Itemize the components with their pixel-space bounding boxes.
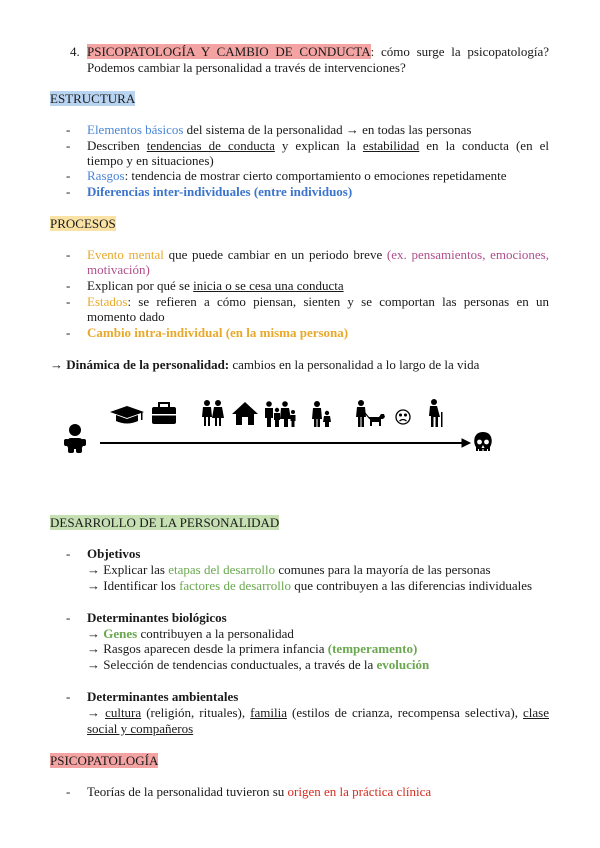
biologicos-line-2: → Rasgos aparecen desde la primera infancia (temperamento) — [87, 641, 418, 656]
biologicos-line-1: → Genes contribuyen a la personalidad — [87, 626, 294, 641]
desarrollo-heading: DESARROLLO DE LA PERSONALIDAD — [50, 515, 280, 530]
estructura-heading: ESTRUCTURA — [50, 91, 136, 106]
family-icon — [265, 401, 296, 427]
section-number: 4. — [70, 44, 80, 59]
briefcase-icon — [152, 403, 176, 424]
bullet: - — [66, 325, 71, 340]
bullet: - — [66, 168, 71, 183]
sad-face-icon — [396, 410, 410, 424]
psicopatologia-item-1: Teorías de la personalidad tuvieron su origen en la práctica clínica — [87, 784, 432, 799]
procesos-item-1-cont: motivación) — [87, 262, 150, 277]
elderly-person-icon — [429, 399, 443, 427]
lifeline-graphic — [55, 395, 505, 485]
objetivos-title: Objetivos — [87, 546, 141, 561]
bullet: - — [66, 138, 71, 153]
estructura-item-2-cont: tiempo y en situaciones) — [87, 153, 214, 168]
bullet: - — [66, 184, 71, 199]
procesos-item-3: Estados: se refieren a cómo piensan, sienten y se comportan las personas en un — [87, 294, 549, 309]
bullet: - — [66, 546, 71, 561]
timeline-arrow — [100, 439, 470, 447]
psicopatologia-heading: PSICOPATOLOGÍA — [50, 753, 159, 768]
parent-child-icon — [312, 401, 331, 427]
biologicos-title: Determinantes biológicos — [87, 610, 227, 625]
estructura-item-3: Rasgos: tendencia de mostrar cierto comportamiento o emociones repetidamente — [87, 168, 507, 183]
procesos-item-1: Evento mental que puede cambiar en un periodo breve (ex. pensamientos, emociones, — [87, 247, 549, 262]
bullet: - — [66, 689, 71, 704]
bullet: - — [66, 294, 71, 309]
procesos-item-3-cont: momento dado — [87, 309, 165, 324]
procesos-item-2: Explican por qué se inicia o se cesa una conducta — [87, 278, 344, 293]
procesos-heading: PROCESOS — [50, 216, 116, 231]
bullet: - — [66, 610, 71, 625]
header-line-1 — [87, 44, 549, 60]
header-title: PSICOPATOLOGÍA Y CAMBIO DE CONDUCTA — [87, 44, 371, 59]
estructura-item-2: Describen tendencias de conducta y explican la estabilidad en la conducta (en el — [87, 138, 549, 153]
dinamica-line: → Dinámica de la personalidad: cambios en la personalidad a lo largo de la vida — [50, 357, 480, 372]
estructura-item-1: Elementos básicos del sistema de la personalidad → en todas las personas — [87, 122, 472, 137]
bullet: - — [66, 278, 71, 293]
procesos-item-4: Cambio intra-individual (en la misma persona) — [87, 325, 349, 340]
estructura-item-4: Diferencias inter-individuales (entre individuos) — [87, 184, 353, 199]
header-line-2: Podemos cambiar la personalidad a través de intervenciones? — [87, 60, 406, 75]
couple-icon — [202, 400, 224, 426]
objetivos-line-1: → Explicar las etapas del desarrollo comunes para la mayoría de las personas — [87, 562, 491, 577]
bullet: - — [66, 122, 71, 137]
ambientales-title: Determinantes ambientales — [87, 689, 239, 704]
biologicos-line-3: → Selección de tendencias conductuales, a través de la evolución — [87, 657, 430, 672]
person-with-dog-icon — [356, 400, 385, 427]
ambientales-line-1: → cultura (religión, rituales), familia (estilos de crianza, recompensa selectiva), clase — [87, 705, 550, 720]
objetivos-line-2: → Identificar los factores de desarrollo que contribuyen a las diferencias individuales — [87, 578, 533, 593]
graduation-cap-icon — [110, 406, 144, 424]
bullet: - — [66, 247, 71, 262]
skull-icon — [474, 432, 491, 452]
baby-icon — [64, 424, 86, 453]
bullet: - — [66, 784, 71, 799]
ambientales-line-2: social y compañeros — [87, 721, 194, 736]
house-icon — [232, 402, 258, 425]
header-rest: : cómo surge la psicopatología? — [370, 44, 549, 59]
